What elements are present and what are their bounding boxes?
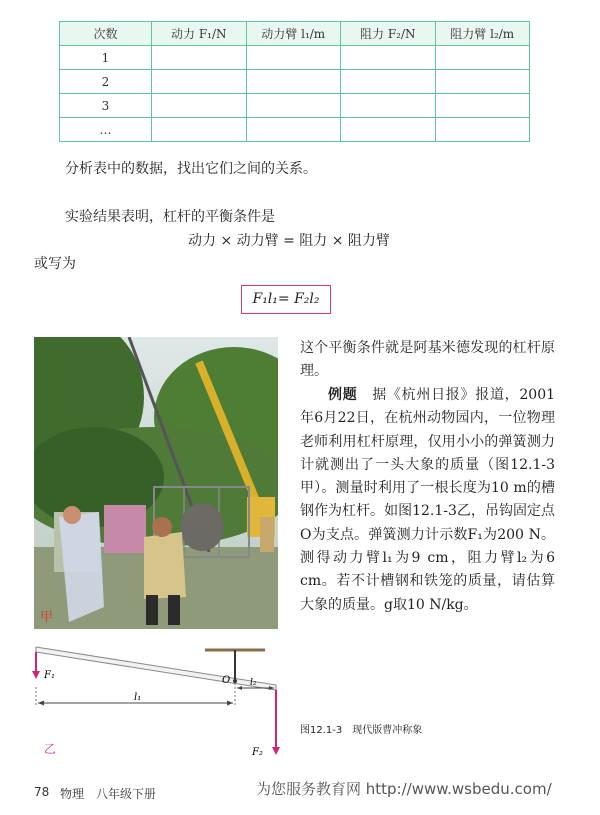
f2-arrowhead	[272, 747, 280, 755]
table-header: 阻力臂 l₂/m	[435, 22, 530, 46]
book-title: 物理 八年级下册	[60, 787, 157, 801]
table-row	[60, 70, 530, 94]
or-write-text: 或写为	[34, 256, 76, 272]
table-cell	[435, 94, 530, 118]
analyze-text: 分析表中的数据，找出它们之间的关系。	[65, 161, 317, 177]
lever-formula: F₁l₁= F₂l₂	[241, 285, 331, 314]
table-cell	[152, 118, 247, 142]
example-label: 例题	[328, 387, 358, 403]
table-header-row	[60, 22, 530, 46]
l2-arrowhead-left	[237, 686, 242, 690]
f1-arrowhead	[32, 671, 40, 679]
table-cell: …	[60, 118, 152, 142]
data-table	[59, 21, 530, 142]
table-cell	[246, 94, 341, 118]
elephant-photo	[34, 337, 278, 629]
table-row	[60, 118, 530, 142]
table-cell	[246, 118, 341, 142]
watermark: 为您服务教育网 http://www.wsbedu.com/	[256, 780, 552, 798]
f1-label: F₁	[44, 670, 55, 681]
table-cell	[341, 70, 436, 94]
lever-bar	[36, 647, 276, 690]
table-cell	[435, 118, 530, 142]
table-header: 次数	[60, 22, 152, 46]
page-number: 78	[34, 785, 50, 799]
table-cell	[435, 46, 530, 70]
conclusion-text: 实验结果表明，杠杆的平衡条件是	[65, 209, 275, 225]
table-cell	[246, 70, 341, 94]
f2-label: F₂	[252, 747, 263, 758]
word-formula: 动力 × 动力臂 = 阻力 × 阻力臂	[188, 233, 390, 249]
l1-label: l₁	[134, 692, 142, 703]
table-header: 动力 F₁/N	[152, 22, 247, 46]
table-cell	[341, 94, 436, 118]
photo-illustration	[34, 337, 278, 629]
lever-diagram	[30, 645, 290, 765]
table-cell	[152, 94, 247, 118]
photo-label: 甲	[40, 610, 54, 625]
table-cell	[246, 46, 341, 70]
table-row	[60, 46, 530, 70]
table-cell	[152, 70, 247, 94]
pivot-label: O	[222, 675, 231, 686]
principle-text: 这个平衡条件就是阿基米德发现的杠杆原理。	[300, 340, 555, 380]
table-row	[60, 94, 530, 118]
table-cell: 2	[60, 70, 152, 94]
table-cell	[435, 70, 530, 94]
table-header: 阻力 F₂/N	[341, 22, 436, 46]
table-cell: 3	[60, 94, 152, 118]
table-cell	[152, 46, 247, 70]
diagram-label: 乙	[44, 742, 57, 756]
example-paragraph	[300, 384, 555, 617]
l1-arrowhead-right	[227, 701, 233, 706]
table-cell	[341, 46, 436, 70]
example-body: 据《杭州日报》报道，2001年6月22日，在杭州动物园内，一位物理老师利用杠杆原理，仅用小小的弹簧测力计就测出了一头大象的质量（图12.1-3甲）。测量时利用了一根长度为10 m的槽钢作为杠杆。如图12.1-3乙，吊钩固定点O为支点。弹簧测力计示数F₁为200 N。测得动力臂l₁为9 cm，阻力臂l₂为6 cm。若不计槽钢和铁笼的质量，请估算大象的质量。g取10 N/kg。	[300, 387, 556, 613]
table-header: 动力臂 l₁/m	[246, 22, 341, 46]
pivot-point	[233, 679, 237, 683]
table-cell	[341, 118, 436, 142]
table-cell: 1	[60, 46, 152, 70]
l1-arrowhead-left	[38, 701, 44, 706]
figure-caption: 图12.1-3 现代版曹冲称象	[300, 725, 423, 736]
l2-label: l₂	[250, 678, 257, 688]
